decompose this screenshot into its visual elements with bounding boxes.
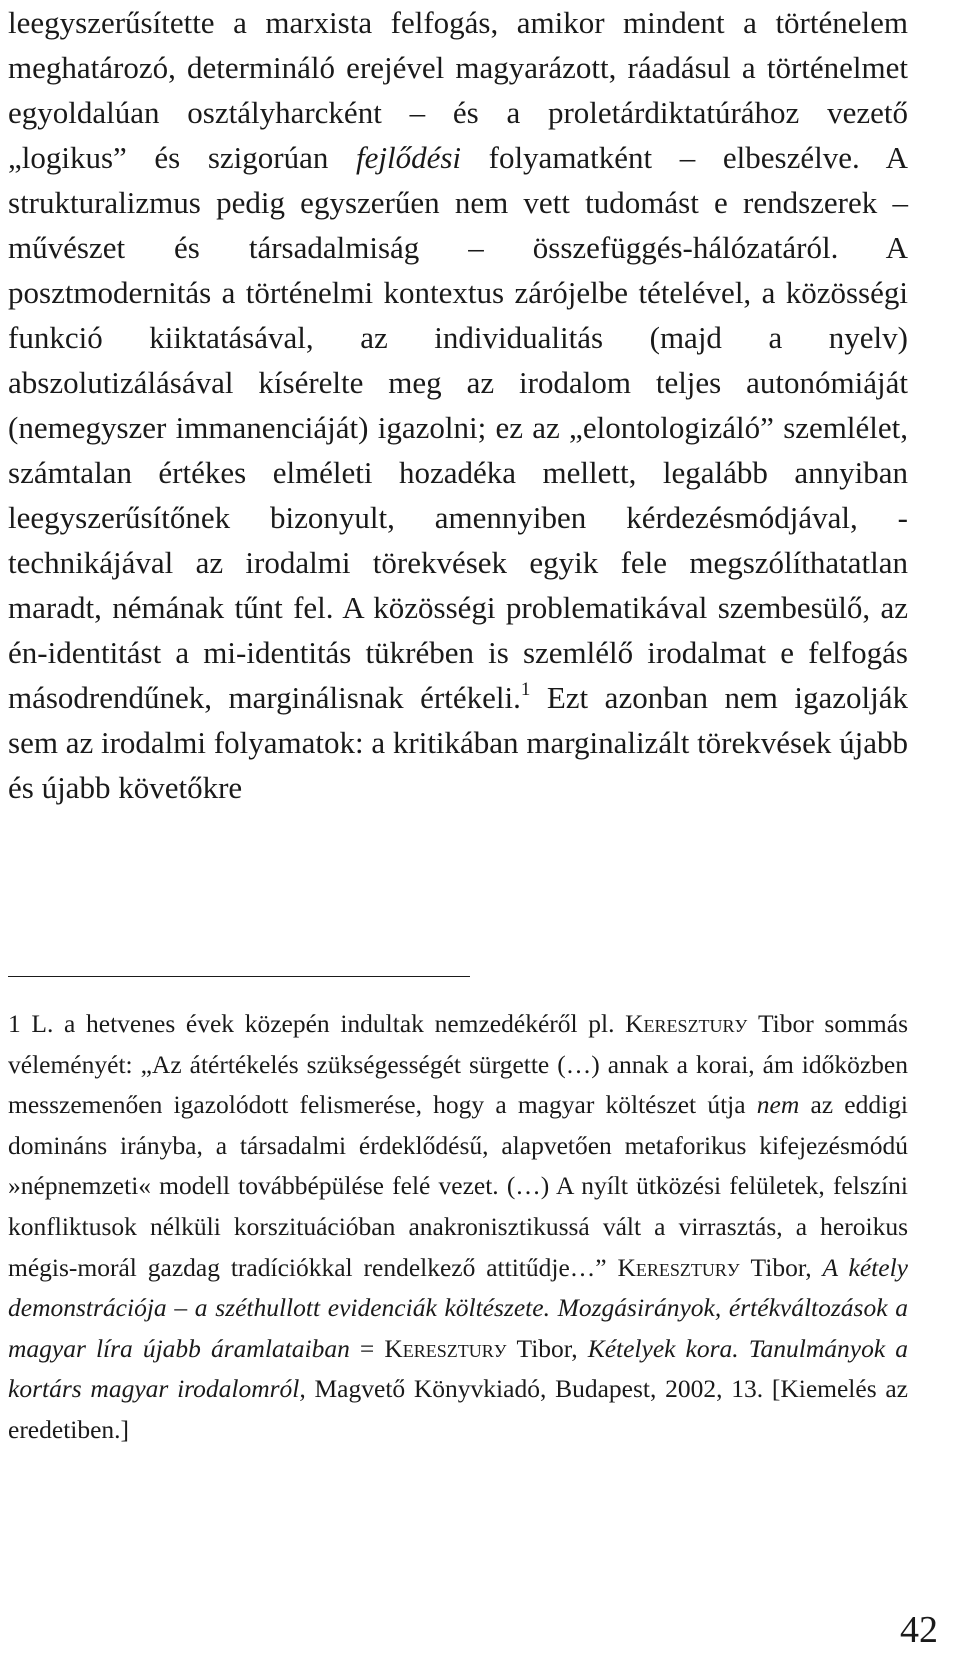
footnote-text-part-4: Tibor, [739,1252,823,1282]
footnote-number: 1 [8,1009,21,1038]
emphasis-fejlodesi: fejlődési [355,140,462,175]
document-page [8,0,909,1444]
footnote-reference-1[interactable]: 1 [520,678,531,700]
footnote-text-part-5: = [349,1333,385,1363]
footnote-text-part-6: Tibor, [506,1333,588,1363]
emphasis-nem: nem [756,1090,800,1120]
author-name: Kereszturу [617,1252,740,1282]
body-text-part-1: leegyszerűsítette a marxista felfogás, amikor mindent a történelem meghatározó, determináló erejével magyarázott, ráadásul a történelmet egyoldalúan osztályharcként – és a proletárdiktatúrához vezető „logikus” és szigorúan [8,5,908,175]
footnote-text-part-7: Magvető Könyvkiadó, Budapest, 2002, 13. [Kiemelés az eredetiben.] [8,1374,908,1444]
author-name: Kereszturу [625,1009,748,1038]
body-text-part-3: Ezt azonban nem igazolják sem az irodalmi folyamatok: a kritikában marginalizált törekvések újabb és újabb követőkre [8,680,908,805]
body-paragraph [8,0,908,810]
footnote-separator [8,976,470,977]
footnote-text-part-2: Tibor sommás véleményét: „Az átértékelés szükségességét sürgette (…) annak a korai, ám időközben messzemenően igazolódott felismerése, hogy a magyar költészet útja [8,1009,908,1120]
page-number: 42 [900,1609,938,1651]
footnote-text-part-1: L. a hetvenes évek közepén indultak nemzedékéről pl. [20,1009,626,1038]
body-text-part-2: folyamatként – elbeszélve. A strukturalizmus pedig egyszerűen nem vett tudomást e rendszerek – művészet és társadalmiság – összefüggés-hálózatáról. A posztmodernitás a történelmi kontextus zárójelbe tételével, a közösségi funkció kiiktatásával, az individualitás (majd a nyelv) abszolutizálásával kísérelte meg az irodalom teljes autonómiáját (nemegyszer immanenciáját) igazolni; ez az „elontologizáló” szemlélet, számtalan értékes elméleti hozadéka mellett, legalább annyiban leegyszerűsítőnek bizonyult, amennyiben kérdezésmódjával, -technikájával az irodalmi törekvések egyik fele megszólíthatatlan maradt, némának tűnt fel. A közösségi problematikával szembesülő, az én-identitást a mi-identitás tükrében is szemlélő irodalmat e felfogás másodrendűnek, marginálisnak értékeli. [8,140,908,715]
author-name: Kereszturу [384,1333,507,1363]
cited-work-title: A kétely demonstrációja – a széthullott evidenciák költészete. Mozgásirányok, értékváltozások a magyar líra újabb áramlataiban [8,1252,908,1363]
footnote-1 [8,1004,908,1451]
footnote-text-part-3: az eddigi domináns irányba, a társadalmi érdeklődésű, alapvetően metaforikus kifejezésmódú »népnemzeti« modell továbbépülése felé vezet. (…) A nyílt ütközési felületek, felszíni konfliktusok nélküli korszituációban anakronisztikussá vált a virrasztás, a heroikus mégis-morál gazdag tradíciókkal rendelkező attitűdje…” [8,1090,909,1282]
cited-book-title: Kételyek kora. Tanulmányok a kortárs magyar irodalomról, [8,1333,908,1404]
